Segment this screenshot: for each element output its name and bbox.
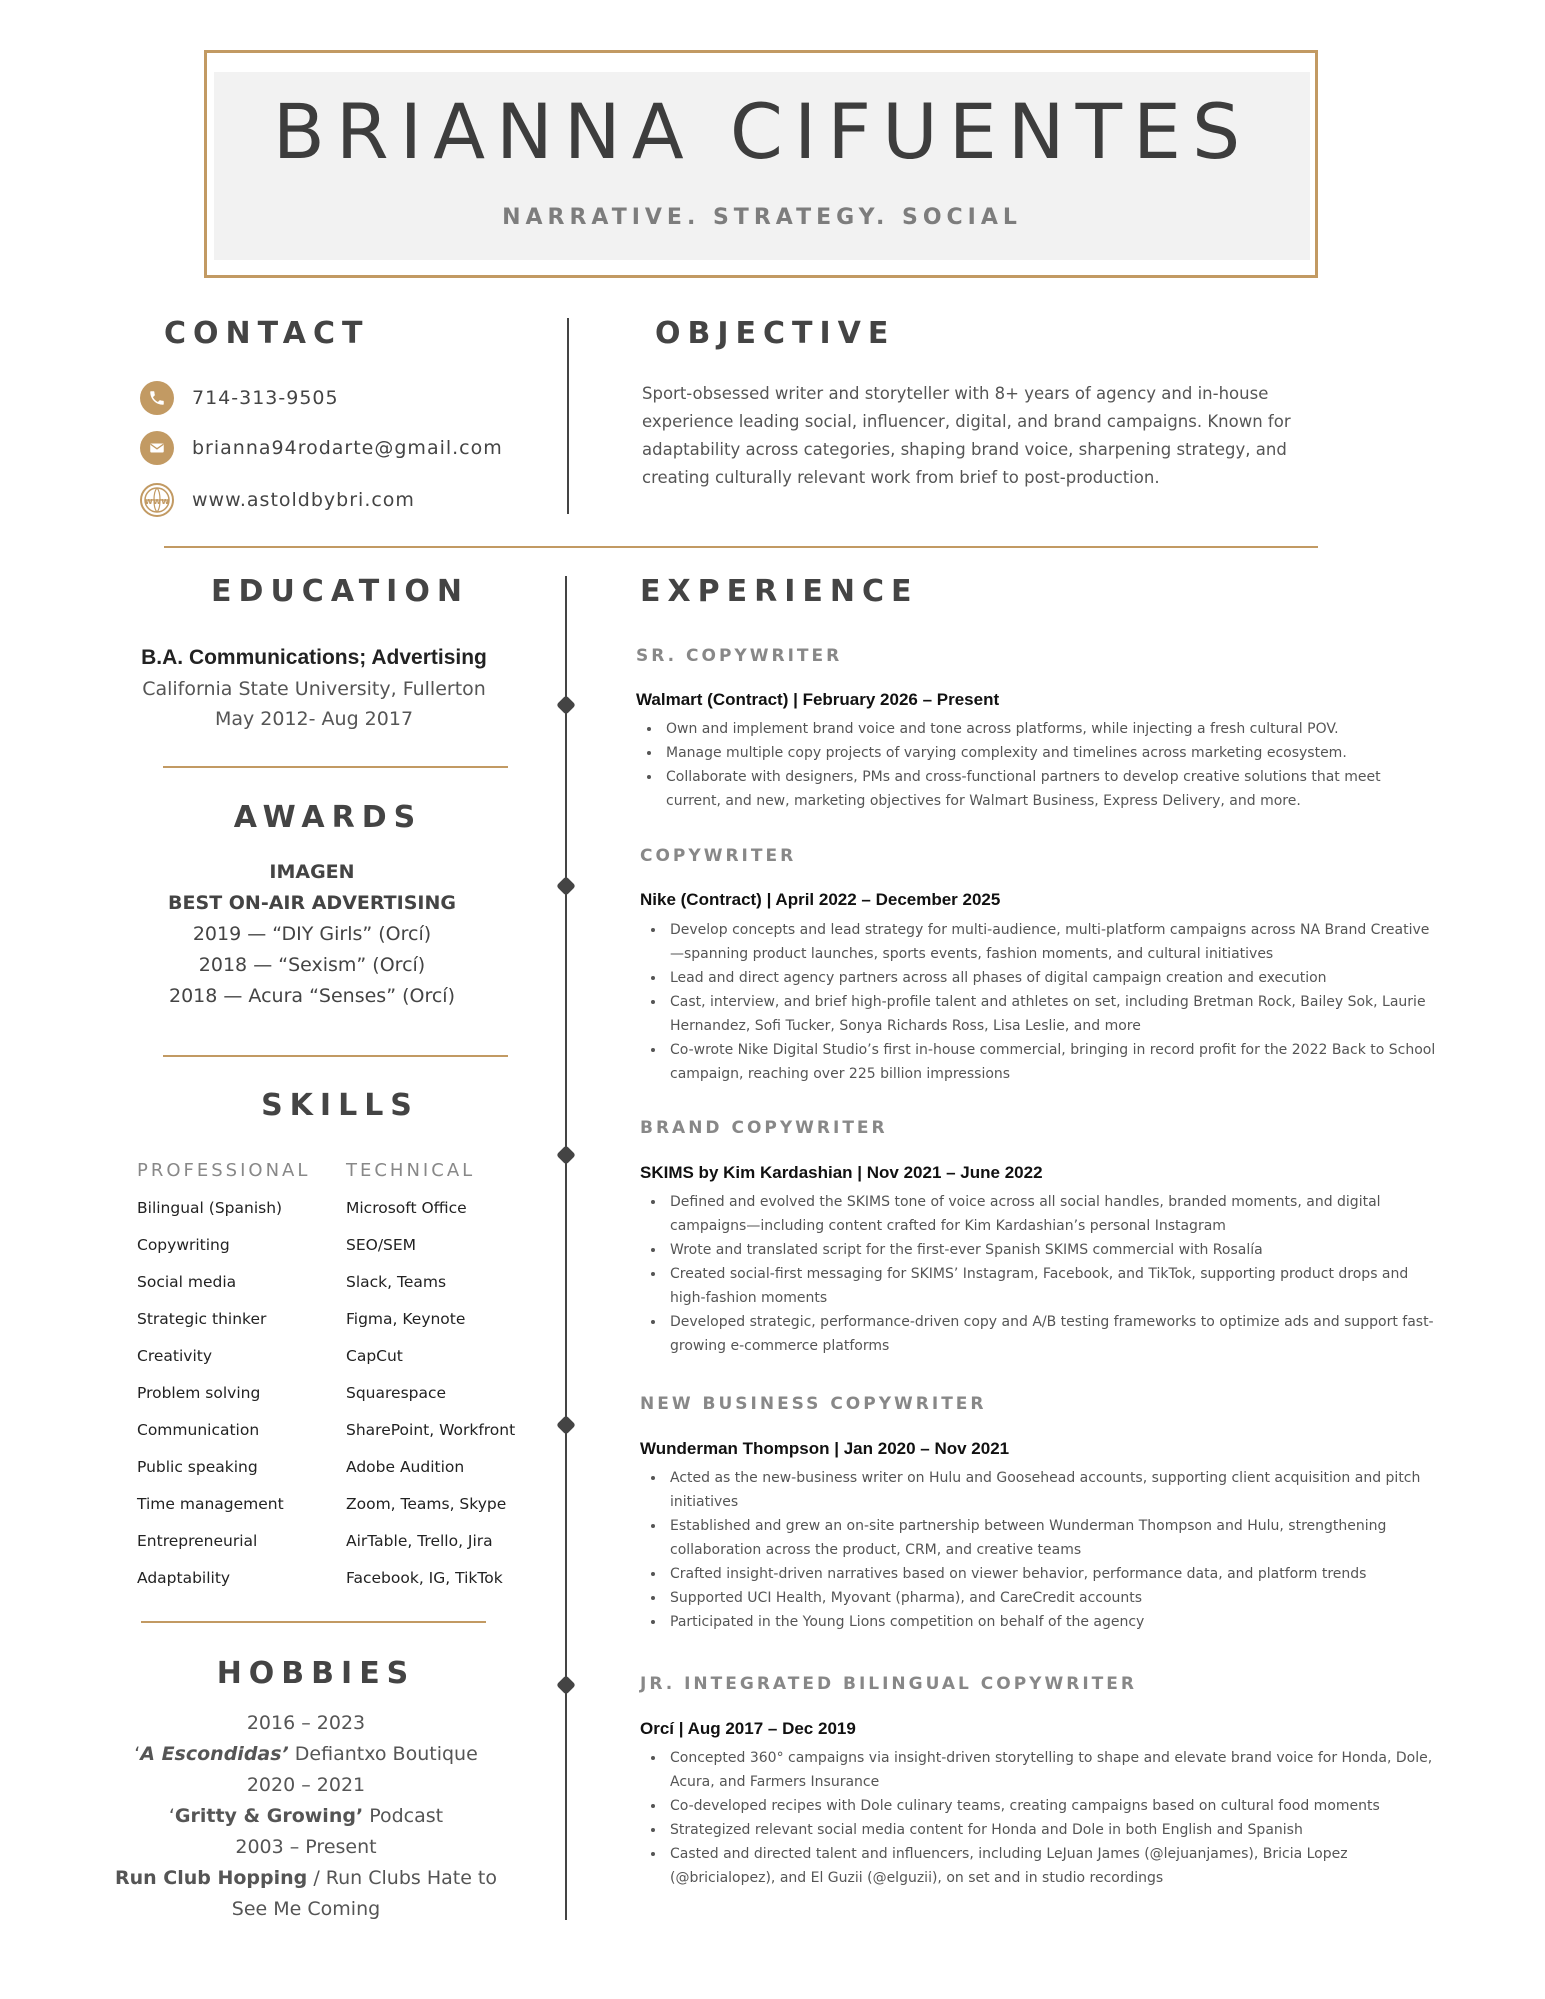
job-bullet: • Co-developed recipes with Dole culinary teams, creating campaigns based on cultural food moments — [666, 1794, 1446, 1818]
job-bullet: • Cast, interview, and brief high-profile talent and athletes on set, including Bretman Rock, Bailey Sok, Laurie Hernandez, Sofi Tucker, Sonya Richards Ross, Lisa Leslie, and more — [666, 990, 1438, 1038]
email-icon — [140, 431, 174, 465]
hobby-name: A Escondidas’ — [140, 1743, 289, 1765]
hobby-item: Run Club Hopping / Run Clubs Hate to — [114, 1867, 498, 1889]
skill-item: SEO/SEM — [346, 1236, 417, 1254]
skills-title: SKILLS — [261, 1088, 419, 1123]
skills-technical-heading: TECHNICAL — [346, 1160, 476, 1181]
hobbies-title: HOBBIES — [216, 1656, 416, 1691]
contact-website[interactable]: www.astoldbybri.com — [192, 489, 415, 511]
skill-item: Copywriting — [137, 1236, 230, 1254]
skill-item: Entrepreneurial — [137, 1532, 258, 1550]
job-bullet: • Co-wrote Nike Digital Studio’s first in-house commercial, bringing in record profit for the 2022 Back to School campaign, reaching over 225 billion impressions — [666, 1038, 1438, 1086]
skill-item: Strategic thinker — [137, 1310, 267, 1328]
skill-item: Problem solving — [137, 1384, 261, 1402]
job-bullet: • Defined and evolved the SKIMS tone of voice across all social handles, branded moments, and digital campaigns—including content crafted for Kim Kardashian’s personal Instagram — [666, 1190, 1438, 1238]
job-bullets — [644, 918, 1438, 1086]
job-bullet: • Collaborate with designers, PMs and cross-functional partners to develop creative solutions that meet current, and new, marketing objectives for Walmart Business, Express Delivery, and more. — [662, 765, 1402, 813]
timeline-marker — [556, 1145, 576, 1165]
job-bullets — [644, 1190, 1438, 1358]
skill-item: Zoom, Teams, Skype — [346, 1495, 507, 1513]
timeline-marker — [556, 695, 576, 715]
timeline-marker — [556, 1415, 576, 1435]
awards-org: IMAGEN — [269, 861, 355, 883]
contact-phone[interactable]: 714-313-9505 — [192, 387, 339, 409]
award-item: 2018 — Acura “Senses” (Orcí) — [169, 985, 455, 1007]
education-divider — [163, 766, 508, 768]
job-bullet: • Acted as the new-business writer on Hulu and Goosehead accounts, supporting client acquisition and pitch initiatives — [666, 1466, 1446, 1514]
skills-technical-list — [346, 1190, 556, 1597]
header-column-divider — [567, 318, 569, 514]
skill-item: Communication — [137, 1421, 260, 1439]
skills-professional-list — [137, 1190, 337, 1597]
skill-item: Bilingual (Spanish) — [137, 1199, 283, 1217]
job-role: JR. INTEGRATED BILINGUAL COPYWRITER — [640, 1674, 1137, 1694]
hobby-name: Gritty & Growing’ — [174, 1805, 364, 1827]
job-bullet: • Lead and direct agency partners across all phases of digital campaign creation and execution — [666, 966, 1438, 990]
skill-item: Facebook, IG, TikTok — [346, 1569, 503, 1587]
job-company: Orcí | Aug 2017 – Dec 2019 — [640, 1719, 856, 1738]
job-company: SKIMS by Kim Kardashian | Nov 2021 – June 2022 — [640, 1163, 1043, 1182]
skill-item: Figma, Keynote — [346, 1310, 466, 1328]
job-bullet: • Developed strategic, performance-driven copy and A/B testing frameworks to optimize ads and support fast-growing e-commerce platforms — [666, 1310, 1438, 1358]
skill-item: Social media — [137, 1273, 237, 1291]
skill-item: Slack, Teams — [346, 1273, 447, 1291]
contact-email-row — [140, 430, 560, 466]
job-company: Nike (Contract) | April 2022 – December 2025 — [640, 890, 1001, 909]
awards-category: BEST ON-AIR ADVERTISING — [168, 892, 456, 914]
section-divider — [164, 546, 1318, 548]
skill-item: AirTable, Trello, Jira — [346, 1532, 493, 1550]
contact-web-row — [140, 482, 560, 518]
education-dates: May 2012- Aug 2017 — [214, 708, 414, 730]
phone-icon — [140, 381, 174, 415]
timeline-marker — [556, 876, 576, 896]
experience-title: EXPERIENCE — [640, 574, 919, 609]
job-role: NEW BUSINESS COPYWRITER — [640, 1394, 987, 1414]
job-bullet: • Casted and directed talent and influencers, including LeJuan James (@lejuanjames), Bricia Lopez (@bricialopez), and El Guzii (@elguzii), on set and in studio recordings — [666, 1842, 1446, 1890]
skill-item: Microsoft Office — [346, 1199, 467, 1217]
job-bullet: • Wrote and translated script for the first-ever Spanish SKIMS commercial with Rosalía — [666, 1238, 1438, 1262]
hobby-item: ‘A Escondidas’ Defiantxo Boutique — [134, 1743, 478, 1765]
job-bullet: • Develop concepts and lead strategy for multi-audience, multi-platform campaigns across NA Brand Creative—spanning product launches, sports events, fashion moments, and cultural initiatives — [666, 918, 1438, 966]
skill-item: Creativity — [137, 1347, 213, 1365]
hobby-name: Run Club Hopping — [114, 1867, 308, 1889]
job-bullet: • Strategized relevant social media content for Honda and Dole in both English and Spanish — [666, 1818, 1446, 1842]
skill-item: Public speaking — [137, 1458, 258, 1476]
job-bullets — [640, 717, 1402, 813]
job-role: COPYWRITER — [640, 846, 797, 866]
skill-item: CapCut — [346, 1347, 403, 1365]
skill-item: Adaptability — [137, 1569, 231, 1587]
hobby-dates: 2016 – 2023 — [246, 1712, 366, 1734]
candidate-name: BRIANNA CIFUENTES — [272, 87, 1252, 176]
skill-item: SharePoint, Workfront — [346, 1421, 516, 1439]
contact-phone-row — [140, 380, 560, 416]
skills-divider — [141, 1621, 486, 1623]
award-item: 2018 — “Sexism” (Orcí) — [198, 954, 426, 976]
job-bullets — [644, 1466, 1446, 1634]
objective-text: Sport-obsessed writer and storyteller with 8+ years of agency and in-house experience leading social, influencer, digital, and brand campaigns. Known for adaptability across categories, shaping brand voice, sharpening strategy, and creating culturally relevant work from brief to post-production. — [642, 384, 1291, 487]
job-bullet: • Established and grew an on-site partnership between Wunderman Thompson and Hulu, strengthening collaboration across the product, CRM, and creative teams — [666, 1514, 1446, 1562]
timeline-line — [565, 576, 567, 1920]
timeline-marker — [556, 1675, 576, 1695]
hobby-dates: 2020 – 2021 — [246, 1774, 366, 1796]
contact-title: CONTACT — [164, 316, 370, 351]
education-school: California State University, Fullerton — [142, 678, 486, 700]
job-company: Walmart (Contract) | February 2026 – Present — [636, 690, 1000, 709]
job-bullet: • Supported UCI Health, Myovant (pharma), and CareCredit accounts — [666, 1586, 1446, 1610]
job-bullets — [644, 1746, 1446, 1890]
skills-professional-heading: PROFESSIONAL — [137, 1160, 311, 1181]
hobby-item: ‘Gritty & Growing’ Podcast — [168, 1805, 444, 1827]
svg-text:www: www — [144, 497, 170, 507]
job-bullet: • Manage multiple copy projects of varying complexity and timelines across marketing ecosystem. — [662, 741, 1402, 765]
job-role: BRAND COPYWRITER — [640, 1118, 888, 1138]
job-bullet: • Created social-first messaging for SKIMS’ Instagram, Facebook, and TikTok, supporting product drops and high-fashion moments — [666, 1262, 1438, 1310]
job-company: Wunderman Thompson | Jan 2020 – Nov 2021 — [640, 1439, 1010, 1458]
hobby-dates: 2003 – Present — [235, 1836, 377, 1858]
skill-item: Time management — [137, 1495, 284, 1513]
education-degree: B.A. Communications; Advertising — [141, 646, 487, 669]
web-icon — [140, 483, 174, 517]
hobby-item-cont: See Me Coming — [231, 1898, 381, 1920]
skill-item: Adobe Audition — [346, 1458, 465, 1476]
award-item: 2019 — “DIY Girls” (Orcí) — [192, 923, 432, 945]
job-role: SR. COPYWRITER — [636, 646, 843, 666]
job-bullet: • Concepted 360° campaigns via insight-driven storytelling to shape and elevate brand voice for Honda, Dole, Acura, and Farmers Insurance — [666, 1746, 1446, 1794]
skill-item: Squarespace — [346, 1384, 447, 1402]
contact-email[interactable]: brianna94rodarte@gmail.com — [192, 437, 503, 459]
tagline: NARRATIVE. STRATEGY. SOCIAL — [502, 205, 1022, 230]
awards-divider — [163, 1055, 508, 1057]
awards-title: AWARDS — [233, 800, 423, 835]
job-bullet: • Participated in the Young Lions competition on behalf of the agency — [666, 1610, 1446, 1634]
job-bullet: • Own and implement brand voice and tone across platforms, while injecting a fresh cultural POV. — [662, 717, 1402, 741]
objective-title: OBJECTIVE — [655, 316, 896, 351]
education-title: EDUCATION — [211, 574, 469, 609]
job-bullet: • Crafted insight-driven narratives based on viewer behavior, performance data, and platform trends — [666, 1562, 1446, 1586]
